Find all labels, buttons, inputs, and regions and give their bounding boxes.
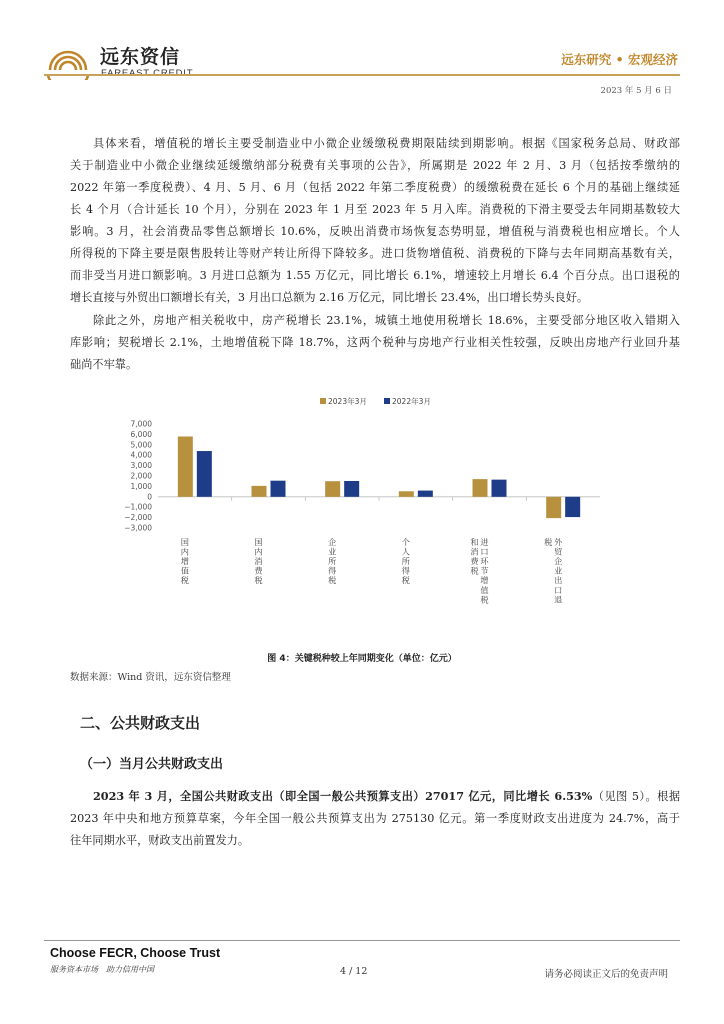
footer-divider <box>44 940 680 941</box>
category-label-char: 费 <box>254 565 263 576</box>
category-label-char: 税 <box>254 575 263 586</box>
legend-swatch <box>320 398 326 404</box>
y-tick-label: −1,000 <box>124 502 152 512</box>
text-line: 长 4 个月（合计延长 10 个月），分别在 2023 年 1 月至 2023 年 5 月入库。消费税的下滑主要受去年同期基数较大 <box>70 203 680 216</box>
text-line: 础尚不牢靠。 <box>70 358 138 371</box>
text-line: 增长直接与外贸出口额增长有关，3 月出口总额为 2.16 万亿元，同比增长 23.4%，出口增长势头良好。 <box>70 291 589 304</box>
text-line: 具体来看，增值税的增长主要受制造业中小微企业缓缴税费期限陆续到期影响。根据《国家税务总局、财政部 <box>93 137 680 150</box>
header-divider <box>44 74 680 76</box>
bar-2023-03 <box>473 479 488 497</box>
report-date: 2023 年 5 月 6 日 <box>600 86 672 96</box>
category-label-char: 税 <box>328 575 337 586</box>
category-label-char: 业 <box>328 546 337 557</box>
footer-subslogan: 服务资本市场 助力信用中国 <box>50 965 154 974</box>
category-label-char: 所 <box>328 556 337 566</box>
category-label-char: 税 <box>480 594 489 605</box>
category-label-char: 税 <box>401 575 410 586</box>
bar-2022-03 <box>418 491 433 497</box>
category-label-char: 环 <box>480 556 489 566</box>
subsection-heading: （一）当月公共财政支出 <box>80 757 224 772</box>
category-label-char: 人 <box>401 546 410 557</box>
data-source-note: 数据来源：Wind 资讯，远东资信整理 <box>70 672 231 683</box>
text-line: 而非受当月进口额影响。3 月进口总额为 1.55 万亿元，同比增长 6.1%，增速较上月增长 6.4 个百分点。出口退税的 <box>70 269 680 282</box>
bold-lead-text: 2023 年 3 月，全国公共财政支出（即全国一般公共预算支出）27017 亿元，同比增长 6.53% <box>93 789 593 803</box>
category-label-char: 税 <box>544 536 553 547</box>
text-line: 库影响；契税增长 2.1%，土地增值税下降 18.7%，这两个税种与房地产行业相关性较强，反映出房地产行业回升基 <box>70 336 680 349</box>
legend-swatch <box>384 398 390 404</box>
category-label-char: 节 <box>480 565 489 576</box>
y-tick-label: −2,000 <box>124 513 152 523</box>
legend-label: 2022年3月 <box>392 397 431 406</box>
bar-2023-03 <box>546 497 561 518</box>
company-logo <box>44 40 204 84</box>
bar-2023-03 <box>252 486 267 497</box>
category-label-char: 增 <box>180 556 189 566</box>
category-label-char: 业 <box>554 565 563 576</box>
category-label-char: 口 <box>554 584 563 595</box>
category-label-char: 税 <box>470 565 479 576</box>
bar-2022-03 <box>492 480 507 497</box>
category-label-char: 进 <box>480 536 489 547</box>
y-tick-label: 5,000 <box>130 440 152 450</box>
y-tick-label: −3,000 <box>124 523 152 533</box>
bar-2022-03 <box>565 497 580 517</box>
paragraph-fiscal-expenditure <box>70 785 680 852</box>
category-label-char: 增 <box>480 575 489 586</box>
category-label-char: 出 <box>554 575 563 586</box>
legend-label: 2023年3月 <box>328 397 367 406</box>
category-label-char: 所 <box>401 556 410 566</box>
bar-2022-03 <box>197 451 212 497</box>
text-line: 关于制造业中小微企业继续延缓缴纳部分税费有关事项的公告》，所属期是 2022 年 2 月、3 月（包括按季缴纳的 <box>70 159 680 172</box>
text-fragment: （见图 5）。根据 <box>592 790 680 803</box>
category-label-char: 和 <box>470 536 479 547</box>
bar-2023-03 <box>178 436 193 496</box>
category-label-char: 得 <box>401 565 410 576</box>
y-tick-label: 4,000 <box>130 450 152 460</box>
category-label-char: 消 <box>470 546 479 557</box>
category-label-char: 值 <box>480 584 489 595</box>
text-line: 所得税的下降主要是限售股转让等财产转让所得下降较多。进口货物增值税、消费税的下降与去年同期高基数有关， <box>70 247 680 260</box>
category-label-char: 个 <box>401 536 410 547</box>
tax-change-bar-chart <box>80 390 640 650</box>
text-line: 2022 年第一季度税费）、4 月、5 月、6 月（包括 2022 年第二季度税费）的缓缴税费在延长 6 个月的基础上继续延 <box>70 181 680 194</box>
text-line <box>70 785 680 808</box>
category-label-char: 费 <box>470 556 479 566</box>
bar-2022-03 <box>271 481 286 497</box>
category-label-char: 消 <box>254 556 263 566</box>
category-label-char: 退 <box>554 594 563 605</box>
bar-2023-03 <box>325 481 340 497</box>
y-tick-label: 3,000 <box>130 461 152 471</box>
category-label-char: 贸 <box>554 546 563 557</box>
text-line: 影响。3 月，社会消费品零售总额增长 10.6%，反映出消费市场恢复态势明显，增值税与消费税也相应增长。个人 <box>70 225 680 238</box>
category-label-char: 税 <box>180 575 189 586</box>
category-label-char: 内 <box>180 546 189 557</box>
footer-disclaimer: 请务必阅读正文后的免责声明 <box>544 969 668 980</box>
text-line: 除此之外，房地产相关税收中，房产税增长 23.1%，城镇土地使用税增长 18.6%，主要受部分地区收入错期入 <box>93 314 680 327</box>
paragraph-tax-detail <box>70 133 680 309</box>
y-tick-label: 6,000 <box>130 429 152 439</box>
footer-slogan: Choose FECR, Choose Trust <box>50 946 221 960</box>
category-label-char: 外 <box>554 536 563 547</box>
logo-chinese-name: 远东资信 <box>100 46 181 68</box>
y-tick-label: 0 <box>147 492 152 502</box>
text-line: 往年同期水平，财政支出前置发力。 <box>70 834 250 847</box>
page-number: 4 / 12 <box>340 966 368 977</box>
bar-2023-03 <box>399 491 414 497</box>
category-label-char: 企 <box>554 556 563 566</box>
category-label-char: 国 <box>180 536 189 547</box>
category-label-char: 得 <box>328 565 337 576</box>
y-tick-label: 7,000 <box>130 419 152 429</box>
chart-caption: 图 4：关键税种较上年同期变化（单位：亿元） <box>267 654 457 664</box>
report-series-label: 远东研究 • 宏观经济 <box>561 52 678 67</box>
category-label-char: 值 <box>180 565 189 576</box>
category-label-char: 内 <box>254 546 263 557</box>
y-tick-label: 1,000 <box>130 481 152 491</box>
category-label-char: 口 <box>480 546 489 557</box>
category-label-char: 国 <box>254 536 263 547</box>
bar-2022-03 <box>344 481 359 497</box>
section-heading: 二、公共财政支出 <box>80 714 201 732</box>
y-tick-label: 2,000 <box>130 471 152 481</box>
category-label-char: 企 <box>328 536 337 547</box>
paragraph-real-estate-tax <box>70 310 680 376</box>
text-line: 2023 年中央和地方预算草案，今年全国一般公共预算支出为 275130 亿元。第一季度财政支出进度为 24.7%，高于 <box>70 812 680 825</box>
